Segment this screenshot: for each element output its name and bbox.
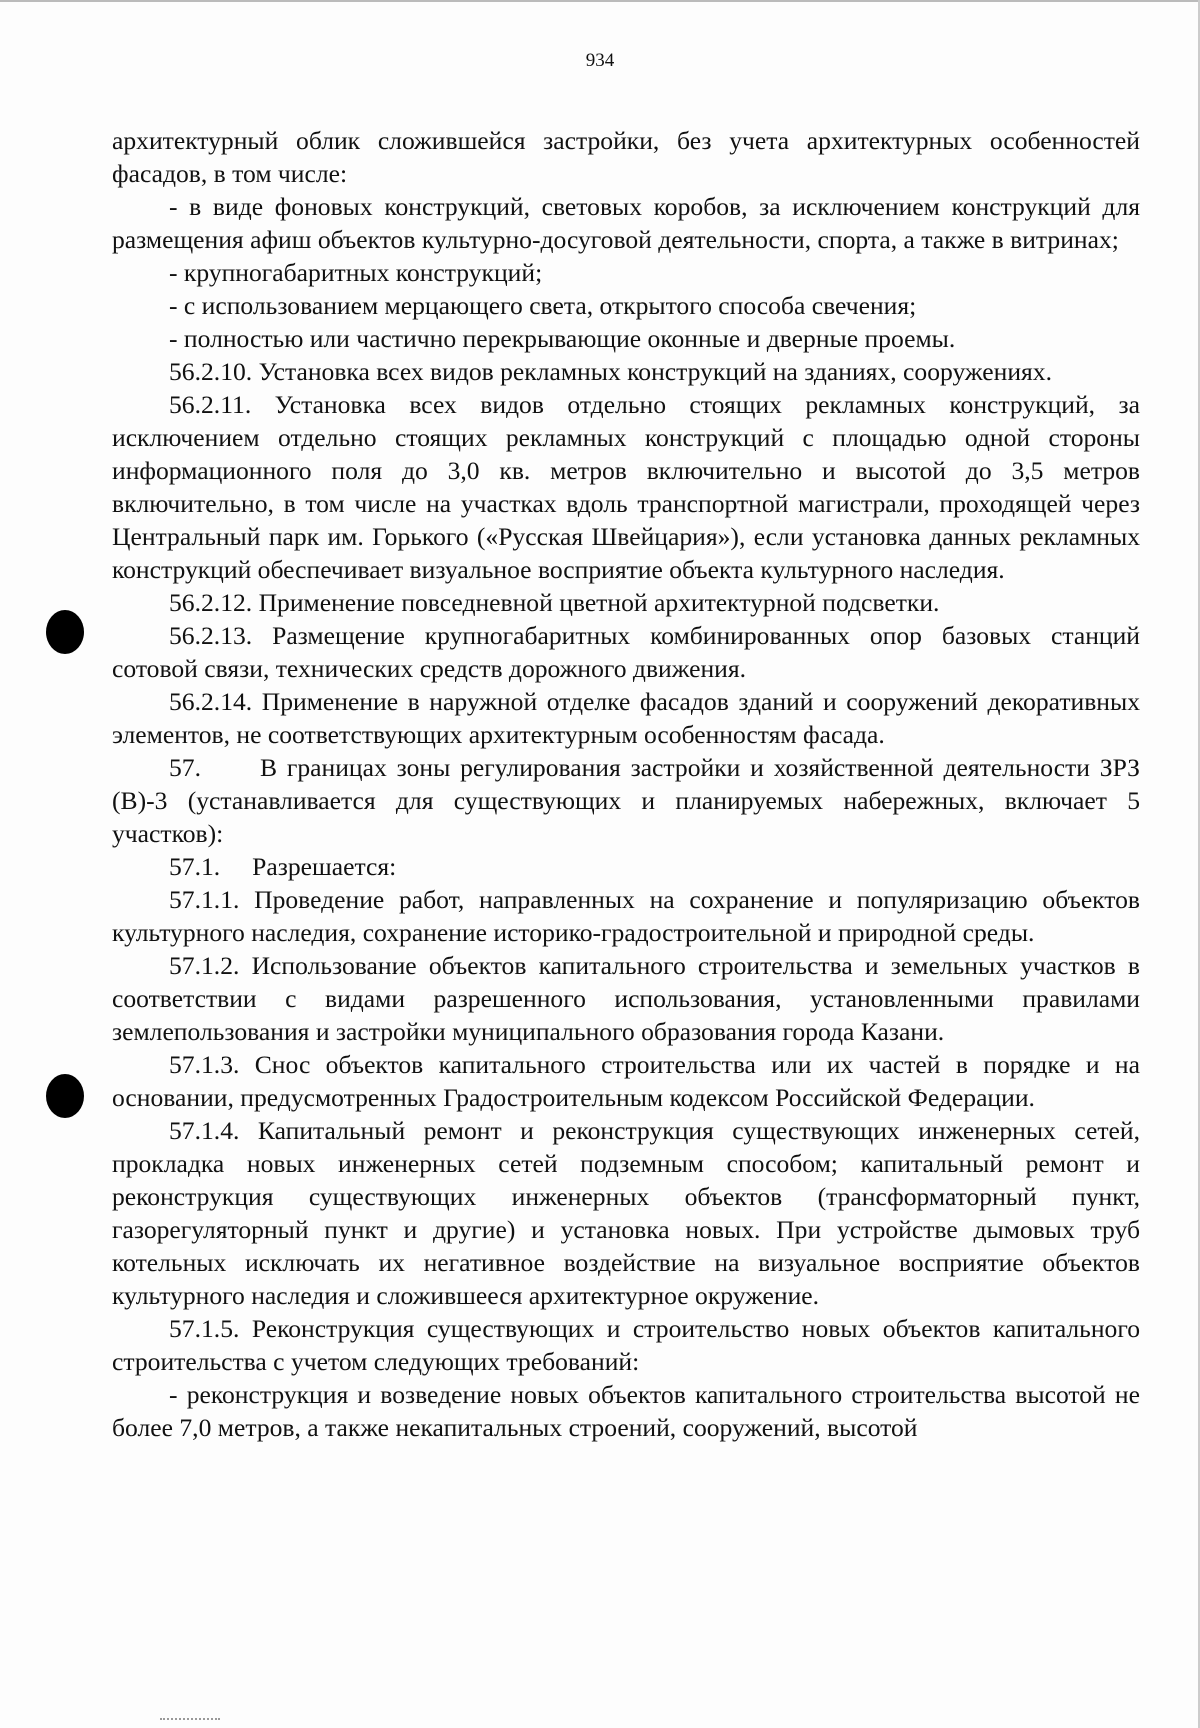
punch-hole-upper xyxy=(46,610,84,654)
clause-56-2-12: 56.2.12. Применение повседневной цветной архитектурной подсветки. xyxy=(169,588,940,617)
clause-57-1: 57.1. Разрешается: xyxy=(169,852,397,881)
list-item-large-constructions: - крупногабаритных конструкций; xyxy=(169,258,543,287)
clause-56-2-14: 56.2.14. Применение в наружной отделке фасадов зданий и сооружений декоративных элементов, не соответствующих архитектурным особенностям фасада. xyxy=(112,687,1140,749)
scan-top-edge xyxy=(0,0,1200,2)
clause-56-2-11: 56.2.11. Установка всех видов отдельно стоящих рекламных конструкций, за исключением отдельно стоящих рекламных конструкций с площадью одной стороны информационного поля до 3,0 кв. метров включительно и высотой до 3,5 метров включительно, в том числе на участках вдоль транспортной магистрали, проходящей через Центральный парк им. Горького («Русская Швейцария»), если установка данных рекламных конструкций обеспечивает визуальное восприятие объекта культурного наследия. xyxy=(112,390,1140,584)
clause-56-2-13: 56.2.13. Размещение крупногабаритных комбинированных опор базовых станций сотовой связи, технических средств дорожного движения. xyxy=(112,621,1140,683)
punch-hole-lower xyxy=(46,1074,84,1118)
clause-57-1-4: 57.1.4. Капитальный ремонт и реконструкция существующих инженерных сетей, прокладка новых инженерных сетей подземным способом; капитальный ремонт и реконструкция существующих инженерных объектов (трансформаторный пункт, газорегуляторный пункт и другие) и установка новых. При устройстве дымовых труб котельных исключать их негативное воздействие на визуальное восприятие объектов культурного наследия и сложившееся архитектурное окружение. xyxy=(112,1116,1140,1310)
list-item-covering-openings: - полностью или частично перекрывающие оконные и дверные проемы. xyxy=(169,324,956,353)
scan-bottom-artifact xyxy=(160,1718,220,1723)
clause-56-2-10: 56.2.10. Установка всех видов рекламных конструкций на зданиях, сооружениях. xyxy=(169,357,1052,386)
page-number: 934 xyxy=(585,50,615,71)
clause-57-1-5: 57.1.5. Реконструкция существующих и строительство новых объектов капитального строительства с учетом следующих требований: xyxy=(112,1314,1140,1376)
clause-57: 57. В границах зоны регулирования застройки и хозяйственной деятельности ЗРЗ (В)-3 (устанавливается для существующих и планируемых набережных, включает 5 участков): xyxy=(112,753,1147,848)
clause-57-1-3: 57.1.3. Снос объектов капитального строительства или их частей в порядке и на основании, предусмотренных Градостроительным кодексом Российской Федерации. xyxy=(112,1050,1140,1112)
document-body xyxy=(112,124,1147,1444)
list-item-height-limit: - реконструкция и возведение новых объектов капитального строительства высотой не более 7,0 метров, а также некапитальных строений, сооружений, высотой xyxy=(112,1380,1140,1442)
list-item-background-constructions: - в виде фоновых конструкций, световых коробов, за исключением конструкций для размещения афиш объектов культурно-досуговой деятельности, спорта, а также в витринах; xyxy=(112,192,1140,254)
paragraph-continuation: архитектурный облик сложившейся застройки, без учета архитектурных особенностей фасадов, в том числе: xyxy=(112,126,1140,188)
clause-57-1-2: 57.1.2. Использование объектов капитального строительства и земельных участков в соответствии с видами разрешенного использования, установленными правилами землепользования и застройки муниципального образования города Казани. xyxy=(112,951,1140,1046)
clause-57-1-1: 57.1.1. Проведение работ, направленных на сохранение и популяризацию объектов культурного наследия, сохранение историко-градостроительной и природной среды. xyxy=(112,885,1140,947)
list-item-flickering-light: - с использованием мерцающего света, открытого способа свечения; xyxy=(169,291,917,320)
